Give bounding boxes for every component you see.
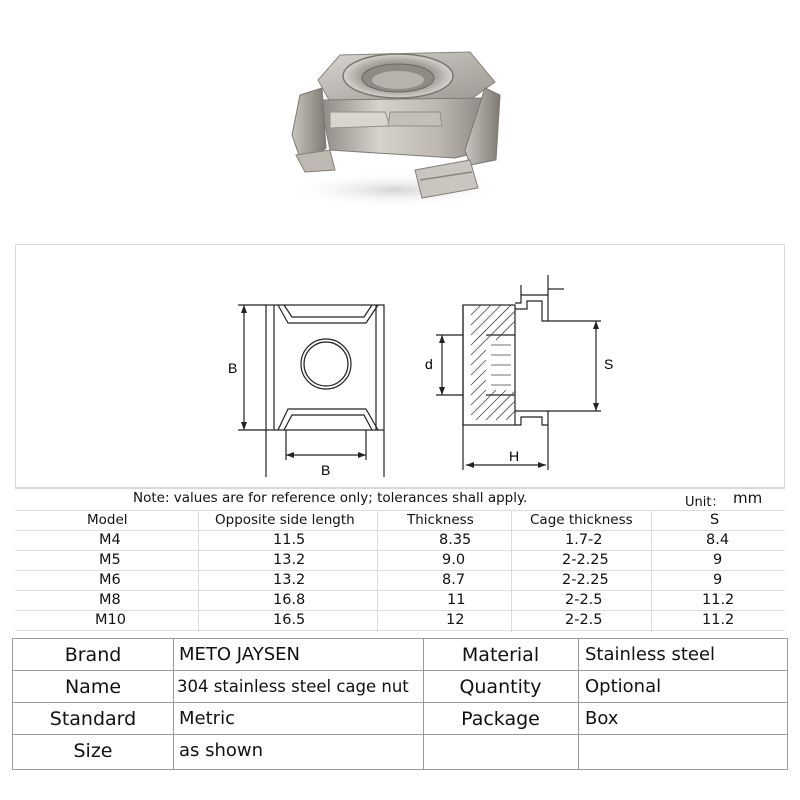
brand-value: METO JAYSEN — [179, 644, 300, 665]
info-row-brand — [13, 639, 787, 671]
material-value: Stainless steel — [585, 644, 716, 665]
cell-thickness: 11 — [447, 592, 466, 608]
info-row-size — [13, 735, 787, 769]
column-divider — [651, 510, 652, 632]
header-thickness: Thickness — [407, 512, 474, 528]
standard-label: Standard — [49, 708, 137, 730]
spec-header-row — [15, 510, 785, 530]
size-value: as shown — [179, 740, 264, 761]
cell-s: 8.4 — [706, 532, 730, 548]
cell-cage-thickness: 2-2.25 — [562, 552, 609, 568]
spec-grid — [15, 510, 785, 632]
label-b-vertical: B — [228, 360, 238, 376]
package-value: Box — [585, 708, 619, 729]
cell-model: M5 — [99, 552, 121, 568]
table-row — [15, 550, 785, 570]
label-h: H — [509, 448, 520, 464]
header-cage-thickness: Cage thickness — [530, 512, 633, 528]
package-label: Package — [461, 708, 540, 730]
header-model: Model — [87, 512, 128, 528]
cell-model: M10 — [95, 612, 126, 628]
cell-side-length: 16.5 — [273, 612, 306, 628]
unit-value: mm — [733, 489, 763, 507]
label-d: d — [425, 356, 433, 372]
cell-s: 11.2 — [702, 612, 735, 628]
quantity-label: Quantity — [459, 676, 542, 698]
reference-note: Note: values are for reference only; tolerances shall apply. — [133, 490, 528, 506]
info-row-name — [13, 671, 787, 703]
cage-nut-image — [0, 0, 800, 240]
cell-thickness: 9.0 — [442, 552, 466, 568]
table-row — [15, 590, 785, 610]
note-row — [15, 488, 785, 510]
unit-label: Unit： — [685, 495, 725, 510]
header-opposite-side: Opposite side length — [215, 512, 355, 528]
cell-cage-thickness: 2-2.5 — [565, 612, 603, 628]
table-row — [15, 610, 785, 631]
column-divider — [377, 510, 378, 632]
technical-drawing — [15, 244, 785, 488]
cell-side-length: 13.2 — [273, 552, 306, 568]
cell-side-length: 16.8 — [273, 592, 306, 608]
cell-model: M8 — [99, 592, 121, 608]
product-info-table — [12, 638, 788, 770]
dimension-drawing — [16, 245, 786, 489]
table-row — [15, 530, 785, 550]
cell-thickness: 8.35 — [439, 532, 472, 548]
cell-s: 9 — [713, 552, 723, 568]
cell-side-length: 11.5 — [273, 532, 306, 548]
label-b-horizontal: B — [321, 462, 331, 478]
cell-s: 9 — [713, 572, 723, 588]
name-value: 304 stainless steel cage nut — [177, 677, 409, 696]
column-divider — [511, 510, 512, 632]
section-hatch — [471, 305, 515, 420]
header-s: S — [710, 512, 720, 528]
table-row — [15, 570, 785, 590]
spec-table — [15, 488, 785, 632]
cell-thickness: 12 — [446, 612, 465, 628]
name-label: Name — [64, 676, 122, 698]
product-photo — [0, 0, 800, 240]
cell-model: M6 — [99, 572, 121, 588]
cell-cage-thickness: 2-2.5 — [565, 592, 603, 608]
info-row-standard — [13, 703, 787, 735]
cell-s: 11.2 — [702, 592, 735, 608]
cell-cage-thickness: 2-2.25 — [562, 572, 609, 588]
material-label: Material — [461, 644, 540, 666]
label-s: S — [604, 356, 614, 372]
quantity-value: Optional — [585, 676, 662, 697]
cell-model: M4 — [99, 532, 121, 548]
column-divider — [198, 510, 199, 632]
size-label: Size — [73, 740, 113, 762]
standard-value: Metric — [179, 708, 235, 729]
cell-thickness: 8.7 — [442, 572, 466, 588]
cell-cage-thickness: 1.7-2 — [565, 532, 603, 548]
cell-side-length: 13.2 — [273, 572, 306, 588]
brand-label: Brand — [64, 644, 122, 666]
